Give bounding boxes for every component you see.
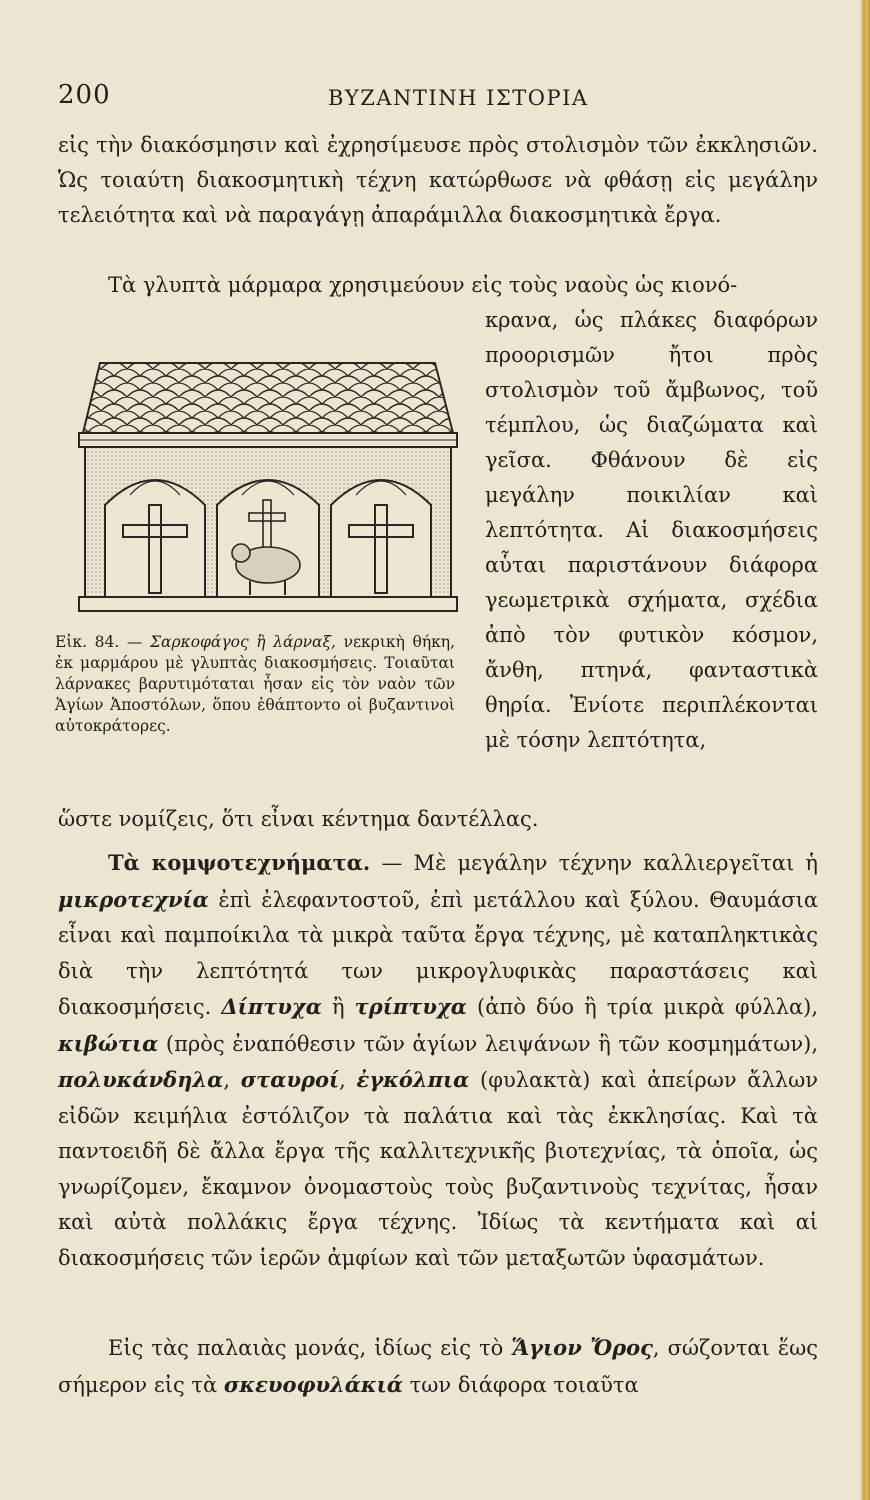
figure-caption	[55, 632, 455, 737]
running-title: ΒΥΖΑΝΤΙΝΗ ΙΣΤΟΡΙΑ	[328, 86, 589, 110]
text-run: ,	[339, 1068, 357, 1092]
text-run: ἢ	[321, 995, 355, 1019]
page-edge	[860, 0, 870, 1500]
page-number: 200	[58, 80, 111, 110]
term-diptycha: Δίπτυχα	[221, 994, 322, 1019]
term-polykandila: πολυκάνδηλα	[58, 1067, 224, 1092]
section-heading: Τὰ κομψοτεχνήματα.	[108, 850, 371, 875]
text-run: Εἰς τὰς παλαιὰς μονάς, ἰδίως εἰς τὸ	[108, 1336, 512, 1360]
paragraph-2-column: κρανα, ὡς πλάκες διαφόρων προορισμῶν ἤτοι πρὸς στολισμὸν τοῦ ἄμβωνος, τοῦ τέμπλου, ὡς διαζώματα καὶ γεῖσα. Φθάνουν δὲ εἰς μεγάλην ποικιλίαν καὶ λεπτότητα. Αἱ διακοσμήσεις αὗται παριστάνουν διάφορα γεωμετρικὰ σχήματα, σχέδια ἀπὸ τὸν φυτικὸν κόσμον, ἄνθη, πτηνά, φανταστικὰ θηρία. Ἐνίοτε περιπλέκονται μὲ τόσην λεπτότητα,	[485, 308, 818, 752]
text-run: , σώζονται ἕως σήμερον εἰς τὰ	[58, 1336, 818, 1397]
text-run: (ἀπὸ δύο ἢ τρία μικρὰ φύλλα),	[466, 995, 818, 1019]
term-engolpia: ἐγκόλπια	[356, 1067, 470, 1092]
sarcophagus-figure	[75, 355, 460, 617]
text-run: (πρὸς ἐναπόθεσιν τῶν ἁγίων λειψάνων ἢ τῶν κοσμημάτων),	[158, 1031, 818, 1056]
text-run: ,	[223, 1068, 241, 1092]
sarcophagus-illustration	[75, 355, 460, 617]
figure-caption-text: νεκρικὴ θήκη, ἐκ μαρμάρου μὲ γλυπτὰς διακοσμήσεις. Τοιαῦται λάρνακες βαρυτιμόταται ἦσαν εἰς τὸν ναὸν τῶν Ἁγίων Ἀποστόλων, ὅπου ἐθάπτοντο οἱ βυζαντινοὶ αὐτοκράτορες.	[55, 633, 456, 735]
paragraph-4	[58, 1330, 818, 1403]
figure-title: Σαρκοφάγος ἢ λάρναξ,	[150, 633, 336, 651]
term-triptycha: τρίπτυχα	[354, 994, 467, 1019]
paragraph-1: εἰς τὴν διακόσμησιν καὶ ἐχρησίμευσε πρὸς στολισμὸν τῶν ἐκκλησιῶν. Ὡς τοιαύτη διακοσμητικὴ τέχνη κατώρθωσε νὰ φθάσῃ εἰς μεγάλην τελειότητα καὶ νὰ παραγάγῃ ἀπαράμιλλα διακοσμητικὰ ἔργα.	[58, 133, 818, 227]
text-run: (φυλακτὰ) καὶ ἀπείρων ἄλλων εἰδῶν κειμήλια ἐστόλιζον τὰ παλάτια καὶ τὰς ἐκκλησίας. Καὶ τὰ παντοειδῆ δὲ ἄλλα ἔργα τῆς καλλιτεχνικῆς βιοτεχνίας, τὰ ὁποῖα, ὡς γνωρίζομεν, ἔκαμνον ὀνομαστοὺς τοὺς βυζαντινοὺς τεχνίτας, ἦσαν καὶ αὐτὰ πολλάκις ἔργα τέχνης. Ἰδίως τὰ κεντήματα καὶ αἱ διακοσμήσεις τῶν ἱερῶν ἀμφίων καὶ τῶν μεταξωτῶν ὑφασμάτων.	[58, 1068, 818, 1270]
figure-label: Εἰκ. 84. —	[55, 633, 143, 651]
text-run: των διάφορα τοιαῦτα	[403, 1372, 639, 1397]
text-run: — Μὲ μεγάλην τέχνην καλλιεργεῖται ἡ	[370, 851, 818, 875]
paragraph-2-start: Τὰ γλυπτὰ μάρμαρα χρησιμεύουν εἰς τοὺς ναοὺς ὡς κιονό-	[108, 273, 738, 297]
text-run: ἐπὶ ἐλεφαντοστοῦ, ἐπὶ μετάλλου καὶ ξύλου. Θαυμάσια εἶναι καὶ παμποίκιλα τὰ μικρὰ ταῦτα ἔργα τέχνης, μὲ καταπληκτικὰς διὰ τὴν λεπτότητά των μικρογλυφικὰς παραστάσεις καὶ διακοσμήσεις.	[58, 887, 818, 1019]
term-stavroi: σταυροί	[240, 1067, 340, 1092]
term-mikrotechnia: μικροτεχνία	[58, 886, 209, 912]
term-kivotia: κιβώτια	[58, 1030, 159, 1056]
term-agion-oros: Ἅγιον Ὄρος	[511, 1335, 653, 1360]
paragraph-3	[58, 845, 818, 1276]
paragraph-2-end: ὥστε νομίζεις, ὅτι εἶναι κέντημα δαντέλλας.	[58, 807, 539, 831]
term-skevofylakia: σκευοφυλάκιά	[223, 1371, 403, 1397]
page-header	[58, 80, 818, 120]
